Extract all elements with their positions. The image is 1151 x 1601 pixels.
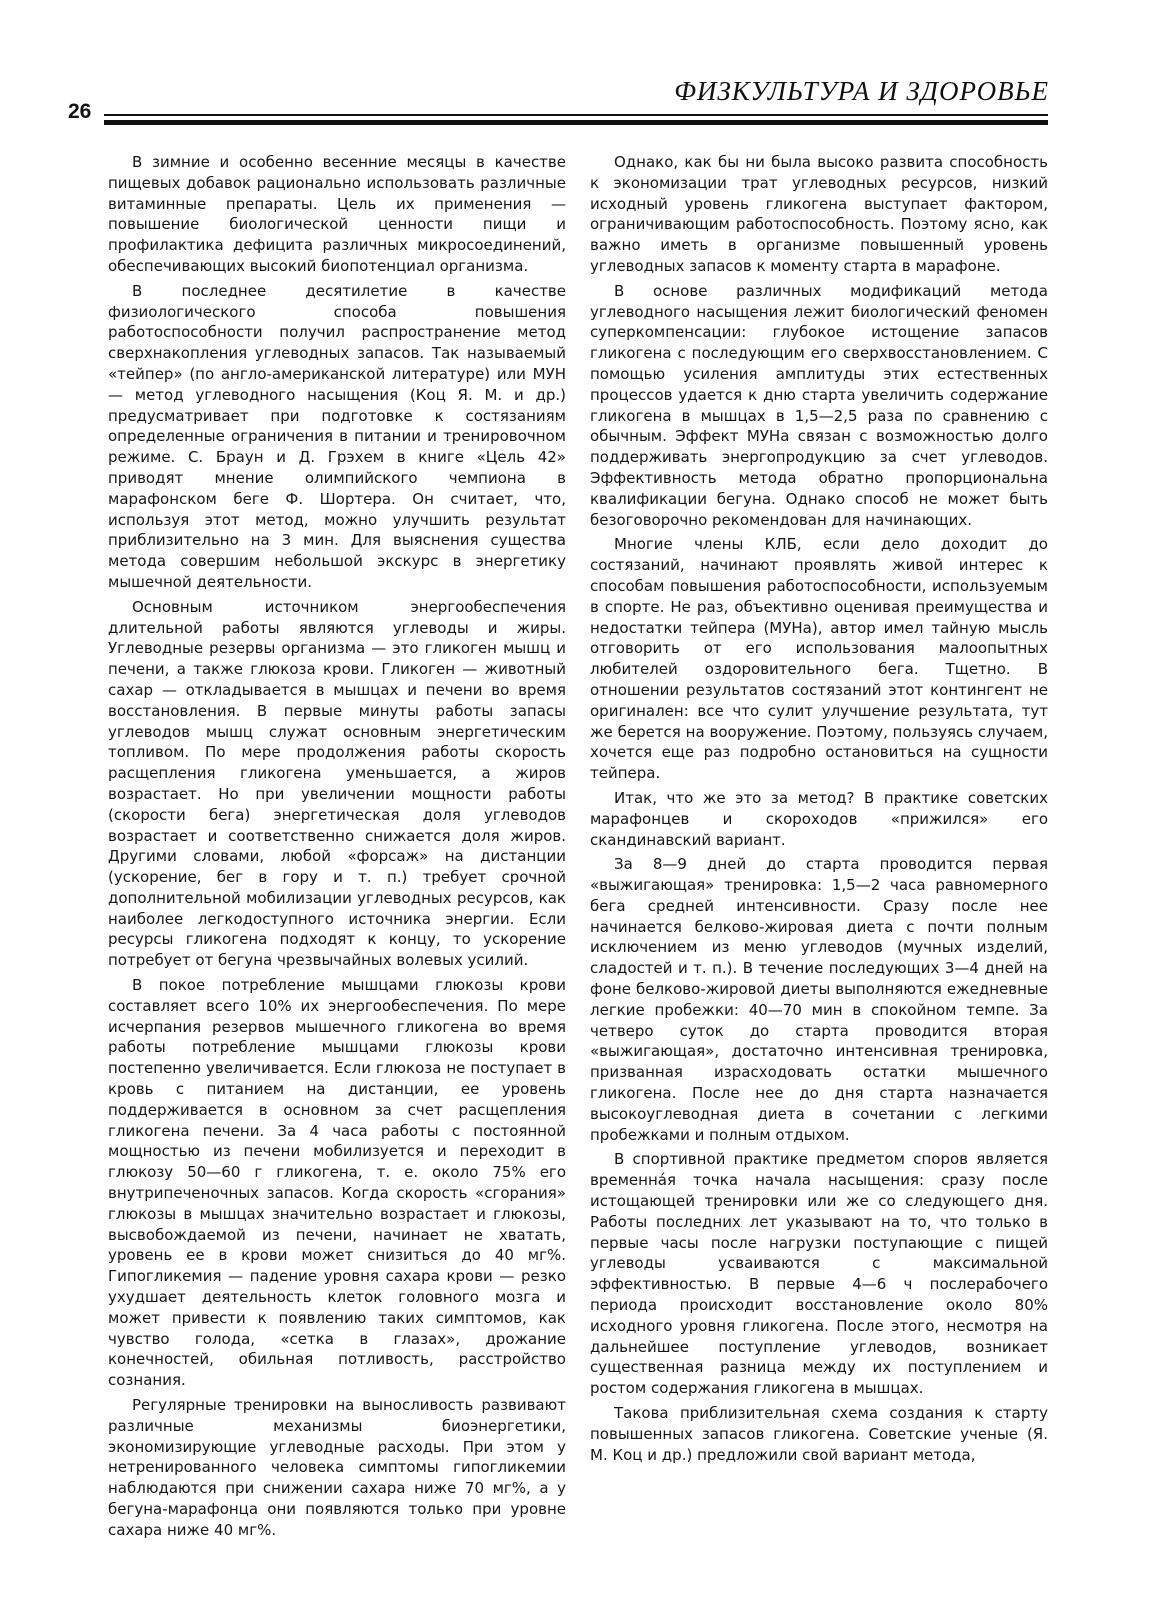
right-column (590, 152, 1048, 1469)
paragraph: В зимние и особенно весенние месяцы в качестве пищевых добавок рационально использовать различные витаминные препараты. Цель их применения — повышение биологической ценности пищи и профилактика дефицита различных микросоединений, обеспечивающих высокий биопотенциал организма. (108, 153, 566, 275)
paragraph: За 8—9 дней до старта проводится первая «выжигающая» тренировка: 1,5—2 часа равномерного бега средней интенсивности. Сразу после нее начинается белково-жировая диета с почти полным исключением из меню углеводов (мучных изделий, сладостей и т. п.). В течение последующих 3—4 дней на фоне белково-жировой диеты выполняются ежедневные легкие пробежки: 40—70 мин в спокойном темпе. За четверо суток до старта проводится вторая «выжигающая», достаточно интенсивная тренировка, призванная израсходовать остатки мышечного гликогена. После нее до дня старта назначается высокоуглеводная диета в сочетании с легкими пробежками и полным отдыхом. (590, 855, 1048, 1144)
header-rule-thick (104, 120, 1048, 125)
running-title: ФИЗКУЛЬТУРА И ЗДОРОВЬЕ (674, 76, 1049, 106)
paragraph: В покое потребление мышцами глюкозы крови составляет всего 10% их энергообеспечения. По мере исчерпания резервов мышечного гликогена во время работы потребление мышцами глюкозы крови постепенно увеличивается. Если глюкоза не поступает в кровь с питанием на дистанции, ее уровень поддерживается в основном за счет расщепления гликогена печени. За 4 часа работы с постоянной мощностью из печени мобилизуется и переходит в глюкозу 50—60 г гликогена, т. е. около 75% его внутрипеченочных запасов. Когда скорость «сгорания» глюкозы в мышцах значительно возрастает и глюкозы, высвобождаемой из печени, начинает не хватать, уровень ее в крови может снизиться до 40 мг%. Гипогликемия — падение уровня сахара крови — резко ухудшает деятельность клеток головного мозга и может привести к появлению таких симптомов, как чувство голода, «сетка в глазах», дрожание конечностей, обильная потливость, расстройство сознания. (108, 976, 566, 1390)
paragraph: Однако, как бы ни была высоко развита способность к экономизации трат углеводных ресурсов, низкий исходный уровень гликогена выступает фактором, ограничивающим работоспособность. Поэтому ясно, как важно иметь в организме повышенный уровень углеводных запасов к моменту старта в марафоне. (590, 153, 1048, 275)
paragraph: Многие члены КЛБ, если дело доходит до состязаний, начинают проявлять живой интерес к способам повышения работоспособности, используемым в спорте. Не раз, объективно оценивая преимущества и недостатки тейпера (МУНа), автор имел тайную мысль отговорить от его использования малоопытных любителей оздоровительного бега. Тщетно. В отношении результатов состязаний этот контингент не оригинален: все что сулит улучшение результата, тут же берется на вооружение. Поэтому, пользуясь случаем, хочется еще раз подробно остановиться на сущности тейпера. (590, 535, 1048, 783)
paragraph: Основным источником энергообеспечения длительной работы являются углеводы и жиры. Углеводные резервы организма — это гликоген мышц и печени, а также глюкоза крови. Гликоген — животный сахар — откладывается в мышцах и печени во время восстановления. В первые минуты работы запасы углеводов мышц служат основным энергетическим топливом. По мере продолжения работы скорость расщепления гликогена уменьшается, а жиров возрастает. Но при увеличении мощности работы (скорости бега) энергетическая доля углеводов возрастает и соответственно снижается доля жиров. Другими словами, любой «форсаж» на дистанции (ускорение, бег в гору и т. п.) требует срочной дополнительной мобилизации углеводных ресурсов, как наиболее легкодоступного источника энергии. Если ресурсы гликогена подходят к концу, то ускорение потребует от бегуна чрезвычайных волевых усилий. (108, 597, 566, 970)
paragraph: Такова приблизительная схема создания к старту повышенных запасов гликогена. Советские ученые (Я. М. Коц и др.) предложили свой вариант метода, (590, 1404, 1048, 1464)
page-number: 26 (68, 100, 92, 123)
paragraph: В основе различных модификаций метода углеводного насыщения лежит биологический феномен суперкомпенсации: глубокое истощение запасов гликогена с последующим его сверхвосстановлением. С помощью усиления амплитуды этих естественных процессов удается к дню старта увеличить содержание гликогена в мышцах в 1,5—2,5 раза по сравнению с обычным. Эффект МУНа связан с возможностью долго поддерживать энергопродукцию за счет углеводов. Эффективность метода обратно пропорциональна квалификации бегуна. Однако способ не может быть безоговорочно рекомендован для начинающих. (590, 281, 1048, 529)
left-column (108, 152, 566, 1545)
paragraph: Итак, что же это за метод? В практике советских марафонцев и скороходов «прижился» его скандинавский вариант. (590, 788, 1048, 849)
paragraph: В последнее десятилетие в качестве физиологического способа повышения работоспособности получил распространение метод сверхнакопления углеводных запасов. Так называемый «тейпер» (по англо-американской литературе) или МУН — метод углеводного насыщения (Коц Я. М. и др.) предусматривает при подготовке к состязаниям определенные ограничения в питании и тренировочном режиме. С. Браун и Д. Грэхем в книге «Цель 42» приводят мнение олимпийского чемпиона в марафонском беге Ф. Шортера. Он считает, что, используя этот метод, можно улучшить результат приблизительно на 3 мин. Для выяснения существа метода совершим небольшой экскурс в энергетику мышечной деятельности. (108, 281, 566, 591)
header-rule-thin (104, 114, 1048, 116)
paragraph: В спортивной практике предметом споров является временна́я точка начала насыщения: сразу после истощающей тренировки или же со следующего дня. Работы последних лет указывают на то, что только в первые часы после нагрузки поступающие с пищей углеводы усваиваются с максимальной эффективностью. В первые 4—6 ч послерабочего периода происходит восстановление около 80% исходного уровня гликогена. После этого, несмотря на дальнейшее поступление углеводов, возникает существенная разница между их поступлением и ростом содержания гликогена в мышцах. (590, 1150, 1048, 1398)
page-header (0, 0, 1151, 140)
paragraph: Регулярные тренировки на выносливость развивают различные механизмы биоэнергетики, экономизирующие углеводные расходы. При этом у нетренированного человека симптомы гипогликемии наблюдаются при снижении сахара ниже 70 мг%, а у бегуна-марафонца они появляются только при уровне сахара ниже 40 мг%. (108, 1396, 566, 1539)
